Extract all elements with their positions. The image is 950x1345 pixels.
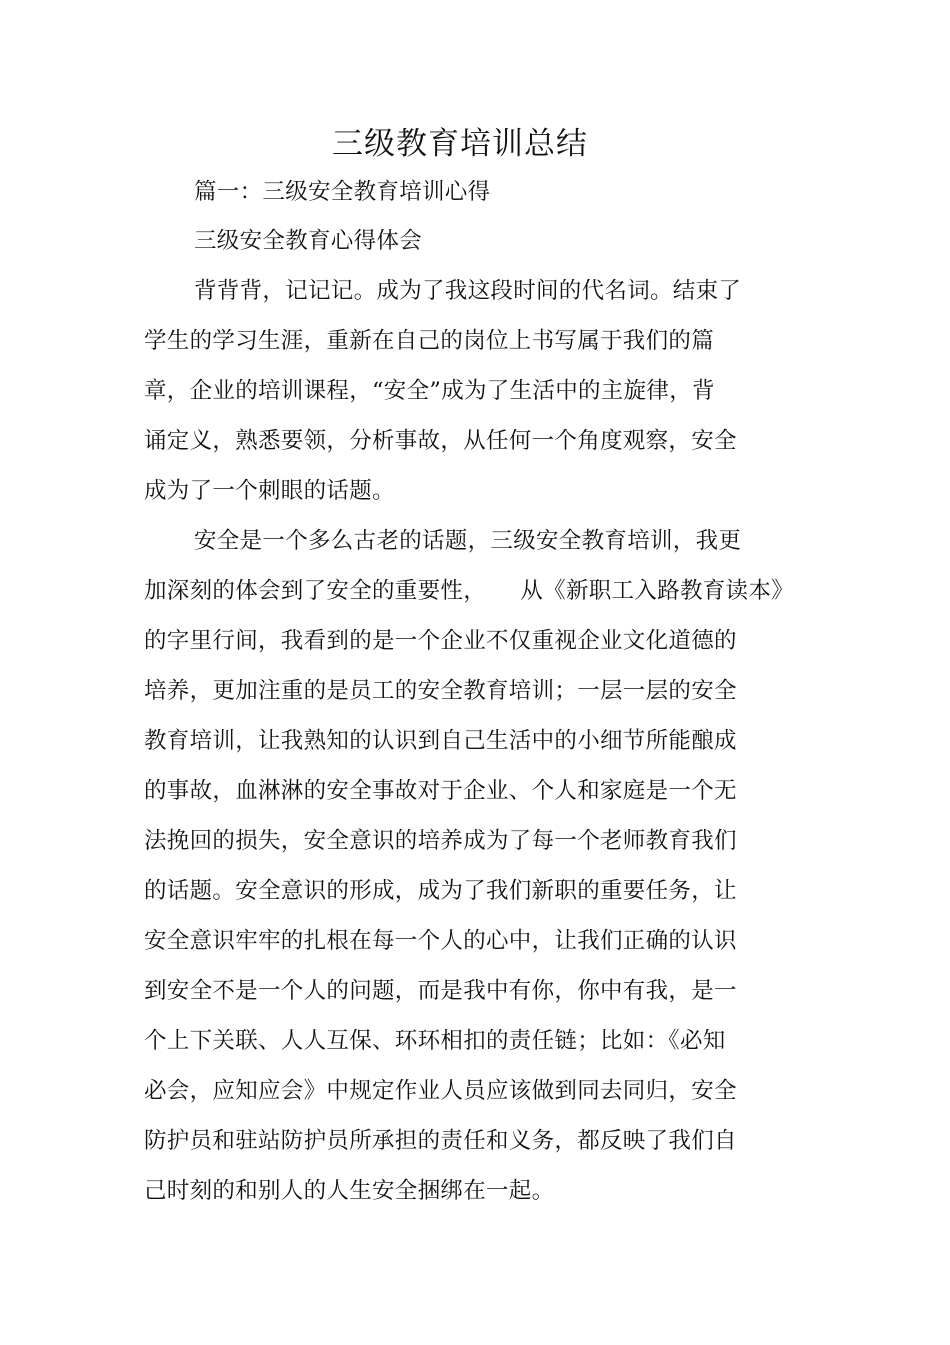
paragraph-line: 背背背，记记记。成为了我这段时间的代名词。结束了 xyxy=(194,278,742,304)
paragraph-line: 安全是一个多么古老的话题，三级安全教育培训，我更 xyxy=(194,528,742,554)
paragraph-line: 必会，应知应会》中规定作业人员应该做到同去同归，安全 xyxy=(144,1078,737,1104)
paragraph-line: 的事故，血淋淋的安全事故对于企业、个人和家庭是一个无 xyxy=(144,778,737,804)
paragraph-line: 防护员和驻站防护员所承担的责任和义务，都反映了我们自 xyxy=(144,1128,737,1154)
paragraph-line: 章，企业的培训课程，“安全”成为了生活中的主旋律，背 xyxy=(144,378,715,404)
paragraph-line: 教育培训，让我熟知的认识到自己生活中的小细节所能酿成 xyxy=(144,728,737,754)
paragraph-line: 的话题。安全意识的形成，成为了我们新职的重要任务，让 xyxy=(144,878,737,904)
subheading: 三级安全教育心得体会 xyxy=(194,228,423,254)
paragraph-line: 法挽回的损失，安全意识的培养成为了每一个老师教育我们 xyxy=(144,828,737,854)
document-title: 三级教育培训总结 xyxy=(332,126,588,162)
paragraph-line: 加深刻的体会到了安全的重要性， 从《新职工入路教育读本》 xyxy=(144,578,794,604)
paragraph-line: 到安全不是一个人的问题，而是我中有你，你中有我，是一 xyxy=(144,978,737,1004)
paragraph-line: 己时刻的和别人的人生安全捆绑在一起。 xyxy=(144,1178,555,1204)
paragraph-line: 学生的学习生涯，重新在自己的岗位上书写属于我们的篇 xyxy=(144,328,715,354)
paragraph-line: 成为了一个刺眼的话题。 xyxy=(144,478,395,504)
paragraph-line: 安全意识牢牢的扎根在每一个人的心中，让我们正确的认识 xyxy=(144,928,737,954)
paragraph-line: 培养，更加注重的是员工的安全教育培训；一层一层的安全 xyxy=(144,678,737,704)
section-heading: 篇一：三级安全教育培训心得 xyxy=(194,179,491,205)
paragraph-line: 的字里行间，我看到的是一个企业不仅重视企业文化道德的 xyxy=(144,628,737,654)
paragraph-line: 诵定义，熟悉要领，分析事故，从任何一个角度观察，安全 xyxy=(144,428,737,454)
paragraph-line: 个上下关联、人人互保、环环相扣的责任链；比如：《必知 xyxy=(144,1028,726,1054)
